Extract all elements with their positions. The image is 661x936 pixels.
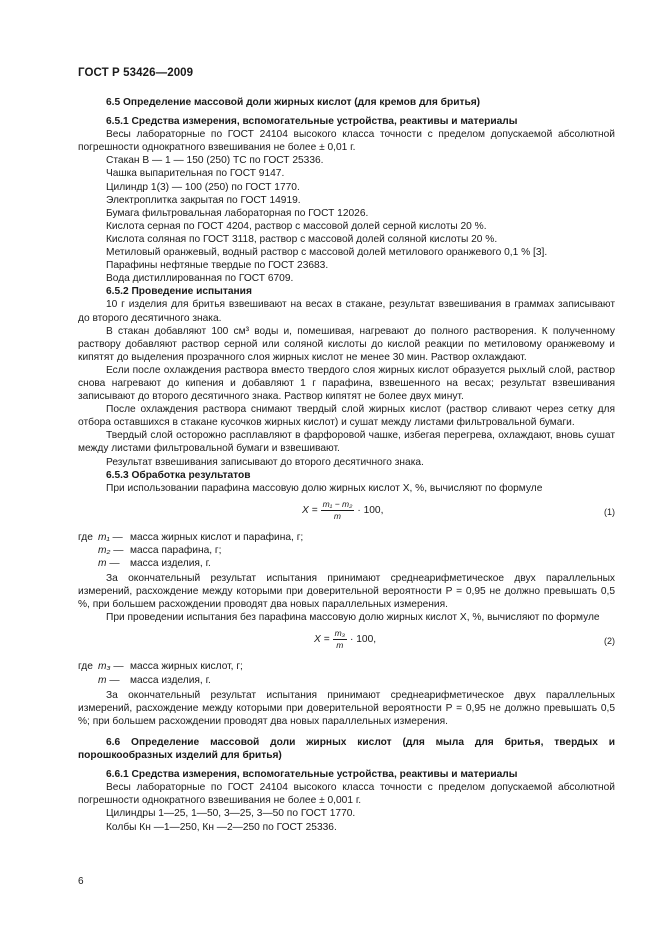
paragraph: Если после охлаждения раствора вместо твердого слоя жирных кислот образуется рыхлый слой, раствор снова нагревают до кипения и добавляют 1 г парафина, взвешенного на весах; результат взвешивания записывают до второго десятичного знака. Раствор кипятят не более двух минут. (78, 364, 615, 403)
definition-row (78, 544, 615, 557)
paragraph: 10 г изделия для бритья взвешивают на весах в стакане, результат взвешивания в граммах записывают до второго десятичного знака. (78, 299, 615, 324)
list-item: Бумага фильтровальная лабораторная по ГОСТ 12026. (106, 207, 369, 219)
definition-symbol: m₂ — (98, 544, 124, 556)
list-item: Кислота соляная по ГОСТ 3118, раствор с массовой долей соляной кислоты 20 %. (106, 233, 498, 245)
definition-text: масса жирных кислот, г; (130, 661, 243, 673)
list-item: Цилиндр 1(3) — 100 (250) по ГОСТ 1770. (106, 181, 300, 193)
formula-1 (78, 499, 615, 525)
formula-rhs: · 100, (350, 634, 377, 646)
definition-prefix (78, 674, 98, 687)
fraction-numerator: m₃ (334, 628, 346, 639)
list-item: Вода дистиллированная по ГОСТ 6709. (106, 273, 294, 285)
section-6-5-title: 6.5 Определение массовой доли жирных кислот (для кремов для бритья) (106, 97, 481, 108)
list-item: Цилиндры 1—25, 1—50, 3—25, 3—50 по ГОСТ 1770. (106, 808, 356, 820)
variable-definitions (78, 660, 615, 686)
paragraph: За окончательный результат испытания принимают среднеарифметическое двух параллельных измерений, расхождение между которыми при доверительной вероятности P = 0,95 не должно превышать 0,5 %, при большем расхождении проводят два новых параллельных измерения. (78, 573, 615, 611)
paragraph: После охлаждения раствора снимают твердый слой жирных кислот (раствор сливают через сетку для отбора оставшихся в стакане кусочков жирных кислот) и сушат между листами фильтровальной бумаги. (78, 404, 615, 429)
formula-number: (1) (604, 506, 615, 517)
document-body (78, 92, 615, 834)
page-number: 6 (78, 876, 84, 887)
section-6-5-1-title: 6.5.1 Средства измерения, вспомогательные устройства, реактивы и материалы (106, 116, 518, 128)
formula-rhs: · 100, (357, 504, 384, 516)
definition-prefix: где (78, 531, 93, 543)
definition-prefix (78, 557, 98, 570)
list-item: Чашка выпарительная по ГОСТ 9147. (106, 168, 285, 180)
section-6-5-3-title: 6.5.3 Обработка результатов (106, 469, 251, 481)
paragraph: За окончательный результат испытания принимают среднеарифметическое двух параллельных измерений, расхождение между которыми при доверительной вероятности P = 0,95 не должно превышать 0,5 %; при большем расхождении проводят два новых параллельных измерения. (78, 689, 615, 727)
definition-text: масса изделия, г. (130, 674, 211, 686)
definition-row (78, 557, 615, 570)
formula-lhs: X = (302, 504, 318, 516)
paragraph: При проведении испытания без парафина массовую долю жирных кислот X, %, вычисляют по формуле (106, 612, 600, 624)
definition-text: масса жирных кислот и парафина, г; (130, 531, 304, 543)
definition-text: масса парафина, г; (130, 544, 222, 556)
formula-lhs: X = (314, 634, 330, 646)
variable-definitions (78, 531, 615, 570)
list-item: Весы лабораторные по ГОСТ 24104 высокого класса точности с пределом допускаемой абсолютной погрешности однократного взвешивания не более ± 0,01 г. (78, 129, 615, 154)
definition-prefix: где (78, 661, 93, 673)
fraction-denominator: m (336, 640, 344, 651)
section-6-6-1-title: 6.6.1 Средства измерения, вспомогательные устройства, реактивы и материалы (106, 769, 518, 781)
formula-number: (2) (604, 636, 615, 647)
list-item: Электроплитка закрытая по ГОСТ 14919. (106, 194, 301, 206)
list-item: Метиловый оранжевый, водный раствор с массовой долей метилового оранжевого 0,1 % [3]. (106, 247, 548, 259)
definition-symbol: m — (98, 674, 120, 686)
paragraph: При использовании парафина массовую долю жирных кислот X, %, вычисляют по формуле (106, 482, 543, 494)
list-item: Кислота серная по ГОСТ 4204, раствор с массовой долей серной кислоты 20 %. (106, 220, 487, 232)
fraction (321, 499, 355, 522)
paragraph: В стакан добавляют 100 см³ воды и, помешивая, нагревают до полного растворения. К полученному раствору добавляют раствор серной или соляной кислоты до кислой реакции по метиловому оранжевому и кипятят до выделения прозрачного слоя жирных кислот не менее 30 мин. Раствор охлаждают. (78, 325, 615, 363)
definition-prefix (78, 544, 98, 557)
formula-2 (78, 628, 615, 654)
definition-row (78, 531, 615, 544)
paragraph: Результат взвешивания записывают до второго десятичного знака. (106, 456, 424, 468)
definition-symbol: m₃ — (98, 661, 124, 673)
definition-row (78, 674, 615, 687)
definition-symbol: m — (98, 558, 120, 569)
fraction (333, 628, 347, 651)
document-header: ГОСТ Р 53426—2009 (78, 67, 194, 79)
fraction-denominator: m (333, 510, 342, 521)
list-item: Колбы Кн —1—250, Кн —2—250 по ГОСТ 25336. (106, 821, 337, 833)
fraction-numerator: m₁ − m₂ (322, 498, 353, 509)
definition-text: масса изделия, г. (130, 558, 211, 569)
definition-symbol: m₁ — (98, 531, 123, 543)
list-item: Парафины нефтяные твердые по ГОСТ 23683. (106, 260, 329, 272)
paragraph: Твердый слой осторожно расплавляют в фарфоровой чашке, избегая перегрева, охлаждают, вновь сушат между листами фильтровальной бумаги и взвешивают. (78, 430, 615, 455)
list-item: Стакан В — 1 — 150 (250) ТС по ГОСТ 25336. (106, 155, 324, 167)
definition-row (78, 660, 615, 673)
formula-expression (314, 628, 376, 651)
formula-expression (302, 499, 383, 522)
list-item: Весы лабораторные по ГОСТ 24104 высокого класса точности с пределом допускаемой абсолютной погрешности однократного взвешивания не более ± 0,001 г. (78, 782, 615, 807)
section-6-6-title: 6.6 Определение массовой доли жирных кислот (для мыла для бритья, твердых и порошкообразных изделий для бритья) (78, 736, 615, 762)
section-6-5-2-title: 6.5.2 Проведение испытания (106, 286, 252, 298)
